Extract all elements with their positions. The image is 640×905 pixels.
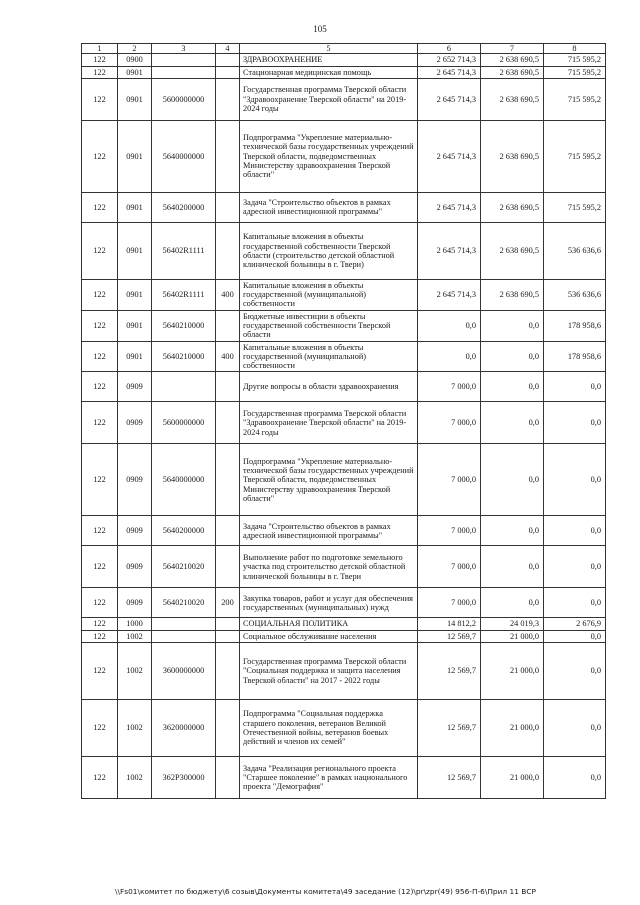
table-row xyxy=(82,66,606,78)
target-article-cell: 362P300000 xyxy=(152,756,216,798)
amount-col8-cell: 0,0 xyxy=(544,402,606,444)
table-row xyxy=(82,54,606,66)
amount-col7-cell: 24 019,3 xyxy=(481,618,544,630)
item-name-cell: Подпрограмма "Укрепление материально-технической базы государственных учреждений Тверской области, подведомственных Министерству здравоохранения Тверской области" xyxy=(240,444,418,516)
target-article-cell: 3600000000 xyxy=(152,642,216,699)
header-cell: 5 xyxy=(240,44,418,54)
agency-code-cell: 122 xyxy=(82,642,118,699)
header-cell: 7 xyxy=(481,44,544,54)
table-row xyxy=(82,310,606,341)
amount-col7-cell: 0,0 xyxy=(481,372,544,402)
amount-col6-cell: 12 569,7 xyxy=(418,756,481,798)
amount-col6-cell: 7 000,0 xyxy=(418,588,481,618)
budget-table xyxy=(81,43,606,799)
amount-col7-cell: 0,0 xyxy=(481,516,544,546)
amount-col8-cell: 536 636,6 xyxy=(544,222,606,279)
header-cell: 6 xyxy=(418,44,481,54)
agency-code-cell: 122 xyxy=(82,341,118,372)
section-code-cell: 0909 xyxy=(118,444,152,516)
amount-col8-cell: 0,0 xyxy=(544,642,606,699)
amount-col7-cell: 0,0 xyxy=(481,546,544,588)
amount-col8-cell: 0,0 xyxy=(544,630,606,642)
section-code-cell: 0901 xyxy=(118,78,152,120)
expense-type-cell xyxy=(216,699,240,756)
agency-code-cell: 122 xyxy=(82,618,118,630)
amount-col7-cell: 2 638 690,5 xyxy=(481,78,544,120)
item-name-cell: Выполнение работ по подготовке земельного участка под строительство детской областной клинической больницы в г. Твери xyxy=(240,546,418,588)
amount-col7-cell: 21 000,0 xyxy=(481,642,544,699)
target-article-cell xyxy=(152,372,216,402)
amount-col8-cell: 0,0 xyxy=(544,546,606,588)
amount-col6-cell: 2 645 714,3 xyxy=(418,78,481,120)
header-cell: 3 xyxy=(152,44,216,54)
item-name-cell: Подпрограмма "Укрепление материально-технической базы государственных учреждений Тверской области, подведомственных Министерству здравоохранения Тверской области" xyxy=(240,120,418,192)
table-row xyxy=(82,630,606,642)
expense-type-cell xyxy=(216,618,240,630)
section-code-cell: 1000 xyxy=(118,618,152,630)
agency-code-cell: 122 xyxy=(82,630,118,642)
section-code-cell: 0909 xyxy=(118,588,152,618)
amount-col6-cell: 12 569,7 xyxy=(418,630,481,642)
target-article-cell: 5640200000 xyxy=(152,192,216,222)
agency-code-cell: 122 xyxy=(82,54,118,66)
table-row xyxy=(82,372,606,402)
file-path-footer: \\Fs01\комитет по бюджету\6 созыв\Документы комитета\49 заседание (12)\pr\zpr(49) 956-П-6\Прил 11 ВСР xyxy=(115,887,536,896)
expense-type-cell xyxy=(216,642,240,699)
agency-code-cell: 122 xyxy=(82,516,118,546)
amount-col7-cell: 0,0 xyxy=(481,444,544,516)
agency-code-cell: 122 xyxy=(82,120,118,192)
section-code-cell: 0900 xyxy=(118,54,152,66)
target-article-cell: 5640200000 xyxy=(152,516,216,546)
target-article-cell: 5640210000 xyxy=(152,341,216,372)
item-name-cell: СОЦИАЛЬНАЯ ПОЛИТИКА xyxy=(240,618,418,630)
target-article-cell xyxy=(152,54,216,66)
amount-col7-cell: 2 638 690,5 xyxy=(481,279,544,310)
target-article-cell xyxy=(152,618,216,630)
amount-col7-cell: 21 000,0 xyxy=(481,699,544,756)
amount-col7-cell: 2 638 690,5 xyxy=(481,192,544,222)
table-row xyxy=(82,756,606,798)
agency-code-cell: 122 xyxy=(82,222,118,279)
section-code-cell: 0901 xyxy=(118,120,152,192)
amount-col8-cell: 2 676,9 xyxy=(544,618,606,630)
section-code-cell: 1002 xyxy=(118,642,152,699)
agency-code-cell: 122 xyxy=(82,402,118,444)
target-article-cell: 5600000000 xyxy=(152,402,216,444)
agency-code-cell: 122 xyxy=(82,372,118,402)
amount-col7-cell: 0,0 xyxy=(481,341,544,372)
item-name-cell: Стационарная медицинская помощь xyxy=(240,66,418,78)
header-cell: 4 xyxy=(216,44,240,54)
item-name-cell: Государственная программа Тверской области "Здравоохранение Тверской области" на 2019-2024 годы xyxy=(240,78,418,120)
target-article-cell: 5640210020 xyxy=(152,588,216,618)
section-code-cell: 0901 xyxy=(118,341,152,372)
table-row xyxy=(82,618,606,630)
item-name-cell: Бюджетные инвестиции в объекты государственной собственности Тверской области xyxy=(240,310,418,341)
agency-code-cell: 122 xyxy=(82,588,118,618)
expense-type-cell xyxy=(216,444,240,516)
agency-code-cell: 122 xyxy=(82,310,118,341)
expense-type-cell xyxy=(216,546,240,588)
amount-col7-cell: 21 000,0 xyxy=(481,630,544,642)
amount-col6-cell: 7 000,0 xyxy=(418,516,481,546)
amount-col6-cell: 7 000,0 xyxy=(418,444,481,516)
amount-col8-cell: 0,0 xyxy=(544,756,606,798)
agency-code-cell: 122 xyxy=(82,699,118,756)
amount-col6-cell: 7 000,0 xyxy=(418,372,481,402)
item-name-cell: Задача "Строительство объектов в рамках адресной инвестиционной программы" xyxy=(240,192,418,222)
expense-type-cell xyxy=(216,120,240,192)
expense-type-cell: 400 xyxy=(216,279,240,310)
expense-type-cell xyxy=(216,630,240,642)
amount-col8-cell: 0,0 xyxy=(544,588,606,618)
expense-type-cell xyxy=(216,310,240,341)
table-row xyxy=(82,120,606,192)
page-number: 105 xyxy=(313,24,327,34)
amount-col8-cell: 715 595,2 xyxy=(544,78,606,120)
amount-col6-cell: 12 569,7 xyxy=(418,642,481,699)
item-name-cell: Государственная программа Тверской области "Социальная поддержка и защита населения Тверской области" на 2017 - 2022 годы xyxy=(240,642,418,699)
expense-type-cell xyxy=(216,402,240,444)
target-article-cell: 3620000000 xyxy=(152,699,216,756)
header-cell: 2 xyxy=(118,44,152,54)
section-code-cell: 0901 xyxy=(118,66,152,78)
amount-col8-cell: 715 595,2 xyxy=(544,192,606,222)
table-row xyxy=(82,222,606,279)
amount-col7-cell: 2 638 690,5 xyxy=(481,120,544,192)
table-row xyxy=(82,444,606,516)
section-code-cell: 0901 xyxy=(118,192,152,222)
amount-col8-cell: 178 958,6 xyxy=(544,341,606,372)
amount-col7-cell: 0,0 xyxy=(481,310,544,341)
amount-col6-cell: 14 812,2 xyxy=(418,618,481,630)
amount-col6-cell: 2 645 714,3 xyxy=(418,222,481,279)
amount-col8-cell: 715 595,2 xyxy=(544,54,606,66)
expense-type-cell xyxy=(216,516,240,546)
item-name-cell: Социальное обслуживание населения xyxy=(240,630,418,642)
table-row xyxy=(82,78,606,120)
amount-col6-cell: 2 645 714,3 xyxy=(418,279,481,310)
expense-type-cell xyxy=(216,192,240,222)
expense-type-cell xyxy=(216,222,240,279)
target-article-cell: 56402R1111 xyxy=(152,222,216,279)
item-name-cell: Капитальные вложения в объекты государственной (муниципальной) собственности xyxy=(240,341,418,372)
section-code-cell: 1002 xyxy=(118,630,152,642)
amount-col8-cell: 715 595,2 xyxy=(544,66,606,78)
section-code-cell: 0909 xyxy=(118,402,152,444)
amount-col7-cell: 2 638 690,5 xyxy=(481,54,544,66)
table-row xyxy=(82,402,606,444)
target-article-cell xyxy=(152,630,216,642)
target-article-cell xyxy=(152,66,216,78)
target-article-cell: 5600000000 xyxy=(152,78,216,120)
table-row xyxy=(82,642,606,699)
table-row xyxy=(82,279,606,310)
expense-type-cell: 200 xyxy=(216,588,240,618)
amount-col6-cell: 2 652 714,3 xyxy=(418,54,481,66)
agency-code-cell: 122 xyxy=(82,279,118,310)
expense-type-cell xyxy=(216,756,240,798)
expense-type-cell: 400 xyxy=(216,341,240,372)
agency-code-cell: 122 xyxy=(82,756,118,798)
amount-col7-cell: 0,0 xyxy=(481,588,544,618)
target-article-cell: 5640000000 xyxy=(152,120,216,192)
item-name-cell: Другие вопросы в области здравоохранения xyxy=(240,372,418,402)
table-row xyxy=(82,546,606,588)
amount-col6-cell: 0,0 xyxy=(418,341,481,372)
agency-code-cell: 122 xyxy=(82,546,118,588)
section-code-cell: 0909 xyxy=(118,516,152,546)
header-cell: 8 xyxy=(544,44,606,54)
amount-col8-cell: 0,0 xyxy=(544,699,606,756)
section-code-cell: 0901 xyxy=(118,279,152,310)
amount-col7-cell: 0,0 xyxy=(481,402,544,444)
item-name-cell: Закупка товаров, работ и услуг для обеспечения государственных (муниципальных) нужд xyxy=(240,588,418,618)
table-header-row xyxy=(82,44,606,54)
expense-type-cell xyxy=(216,66,240,78)
amount-col6-cell: 12 569,7 xyxy=(418,699,481,756)
amount-col8-cell: 536 636,6 xyxy=(544,279,606,310)
agency-code-cell: 122 xyxy=(82,192,118,222)
table-row xyxy=(82,341,606,372)
expense-type-cell xyxy=(216,78,240,120)
section-code-cell: 0909 xyxy=(118,372,152,402)
table-row xyxy=(82,192,606,222)
amount-col8-cell: 715 595,2 xyxy=(544,120,606,192)
amount-col6-cell: 2 645 714,3 xyxy=(418,120,481,192)
item-name-cell: Капитальные вложения в объекты государственной (муниципальной) собственности xyxy=(240,279,418,310)
amount-col6-cell: 2 645 714,3 xyxy=(418,66,481,78)
item-name-cell: Задача "Строительство объектов в рамках адресной инвестиционной программы" xyxy=(240,516,418,546)
expense-type-cell xyxy=(216,54,240,66)
section-code-cell: 0909 xyxy=(118,546,152,588)
item-name-cell: Капитальные вложения в объекты государственной собственности Тверской области (строительство детской областной клинической больницы в г. Твери) xyxy=(240,222,418,279)
amount-col6-cell: 7 000,0 xyxy=(418,546,481,588)
amount-col8-cell: 0,0 xyxy=(544,372,606,402)
header-cell: 1 xyxy=(82,44,118,54)
item-name-cell: Государственная программа Тверской области "Здравоохранение Тверской области" на 2019-2024 годы xyxy=(240,402,418,444)
amount-col8-cell: 0,0 xyxy=(544,444,606,516)
amount-col6-cell: 0,0 xyxy=(418,310,481,341)
table-row xyxy=(82,516,606,546)
amount-col7-cell: 2 638 690,5 xyxy=(481,66,544,78)
target-article-cell: 5640000000 xyxy=(152,444,216,516)
amount-col7-cell: 2 638 690,5 xyxy=(481,222,544,279)
target-article-cell: 5640210000 xyxy=(152,310,216,341)
expense-type-cell xyxy=(216,372,240,402)
amount-col7-cell: 21 000,0 xyxy=(481,756,544,798)
table-row xyxy=(82,699,606,756)
agency-code-cell: 122 xyxy=(82,78,118,120)
agency-code-cell: 122 xyxy=(82,66,118,78)
target-article-cell: 5640210020 xyxy=(152,546,216,588)
section-code-cell: 1002 xyxy=(118,756,152,798)
section-code-cell: 1002 xyxy=(118,699,152,756)
item-name-cell: Задача "Реализация регионального проекта "Старшее поколение" в рамках национального проекта "Демография" xyxy=(240,756,418,798)
section-code-cell: 0901 xyxy=(118,310,152,341)
table-row xyxy=(82,588,606,618)
item-name-cell: ЗДРАВООХРАНЕНИЕ xyxy=(240,54,418,66)
section-code-cell: 0901 xyxy=(118,222,152,279)
amount-col8-cell: 178 958,6 xyxy=(544,310,606,341)
amount-col6-cell: 7 000,0 xyxy=(418,402,481,444)
agency-code-cell: 122 xyxy=(82,444,118,516)
amount-col8-cell: 0,0 xyxy=(544,516,606,546)
target-article-cell: 56402R1111 xyxy=(152,279,216,310)
item-name-cell: Подпрограмма "Социальная поддержка старшего поколения, ветеранов Великой Отечественной войны, ветеранов боевых действий и членов их семей" xyxy=(240,699,418,756)
amount-col6-cell: 2 645 714,3 xyxy=(418,192,481,222)
